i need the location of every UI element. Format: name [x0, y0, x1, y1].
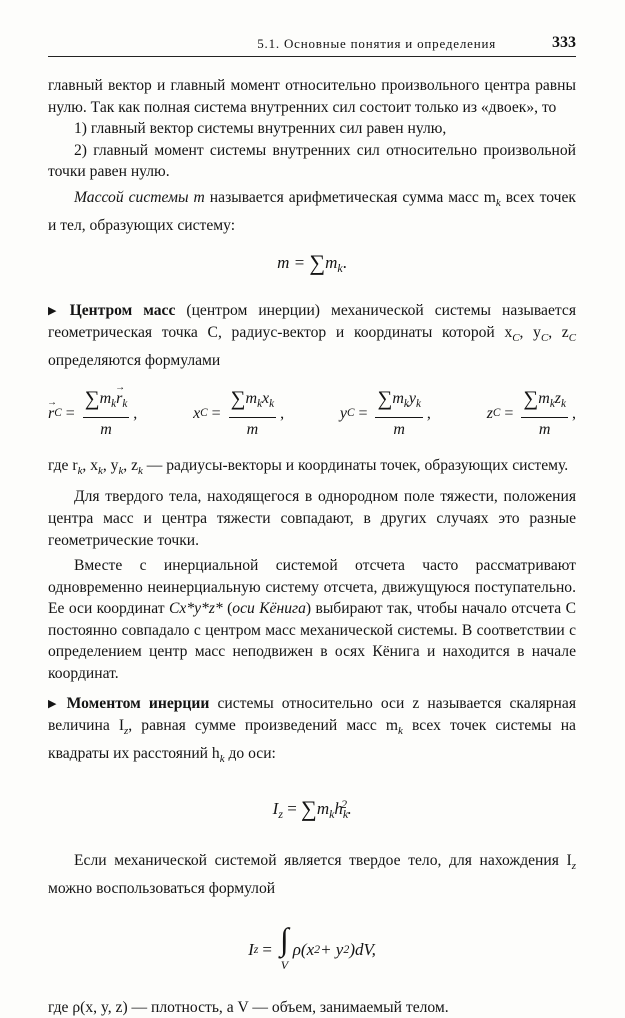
paragraph-koenig-axes: Вместе с инерциальной системой отсчета часто рассматривают одновременно неинерциальную систему отсчета, движущуюся поступательно. Ее оси координат Cx*y*z* (оси Кёнига) выбирают так, чтобы начало отсчета C постоянно совпадало с центром масс механической системы. В соответствии с определением центр масс неподвижен в осях Кёнига и находится в начале координат. [48, 557, 576, 683]
formula-integral: I z = ∫ V ρ(x 2 + y 2 )dV, [48, 923, 576, 977]
formula-yc: y C = $\frac{\sum m_ky_k}{m}$ , [339, 386, 431, 439]
running-head [48, 34, 576, 57]
paragraph-moment-of-inertia: ▶ Моментом инерции системы относительно оси z называется скалярная величина $I_z$, равная сумме произведений масс $m_k$ всех точек системы на квадраты их расстояний $h_k$ до оси: [48, 694, 576, 765]
formula-moment-of-inertia: $I_z = \sum m_kh_k^2$. [272, 796, 352, 822]
paragraph-center-of-mass: ▶ Центром масс (центром инерции) механической системы называется геометрическая точка C, радиус-вектор и координаты которой $x_C$, $y_C$, $z_C$ определяются формулами [48, 301, 577, 369]
paragraph-rigid-body-formula: Если механической системой является твердое тело, для нахождения $I_z$ можно воспользоваться формулой [48, 852, 576, 897]
paragraph: главный вектор и главный момент относительно произвольного центра равны нулю. Так как полная система внутренних сил состоит только из «двоек», то [48, 77, 576, 116]
section-title: 5.1. Основные понятия и определения [257, 36, 496, 51]
formula-center-of-mass [48, 388, 576, 441]
triangle-marker-icon: ▶ [48, 304, 64, 317]
paragraph-rigid-body: Для твердого тела, находящегося в однородном поле тяжести, положения центра масс и центра тяжести совпадают, в других случаях это разные геометрические точки. [48, 488, 576, 549]
formula-zc: z C = $\frac{\sum m_kz_k}{m}$ , [486, 386, 576, 439]
formula-rc: → r C = $\frac{\sum m_k\to r_k}{m}$ , [48, 388, 137, 441]
paragraph-mass-definition: Массой системы m называется арифметическая сумма масс $m_k$ всех точек и тел, образующих систему: [48, 188, 576, 234]
list-item: 2) главный момент системы внутренних сил относительно произвольной точки равен нулю. [48, 141, 576, 181]
formula-xc: x C = $\frac{\sum m_kx_k}{m}$ , [193, 386, 285, 439]
paragraph-density: где ρ(x, y, z) — плотность, а V — объем, занимаемый телом. [48, 998, 449, 1016]
page-body [48, 75, 576, 1018]
integral-sign: ∫ V [279, 921, 289, 973]
paragraph-where-vectors: где $r_k$, $x_k$, $y_k$, $z_k$ — радиусы-векторы и координаты точек, образующих систему. [48, 456, 569, 477]
triangle-marker-icon: ▶ [48, 697, 61, 710]
formula-total-mass: $m = \sum m_k$. [277, 250, 347, 276]
list-item: 1) главный вектор системы внутренних сил равен нулю, [74, 120, 447, 138]
page-number: 333 [552, 34, 576, 51]
